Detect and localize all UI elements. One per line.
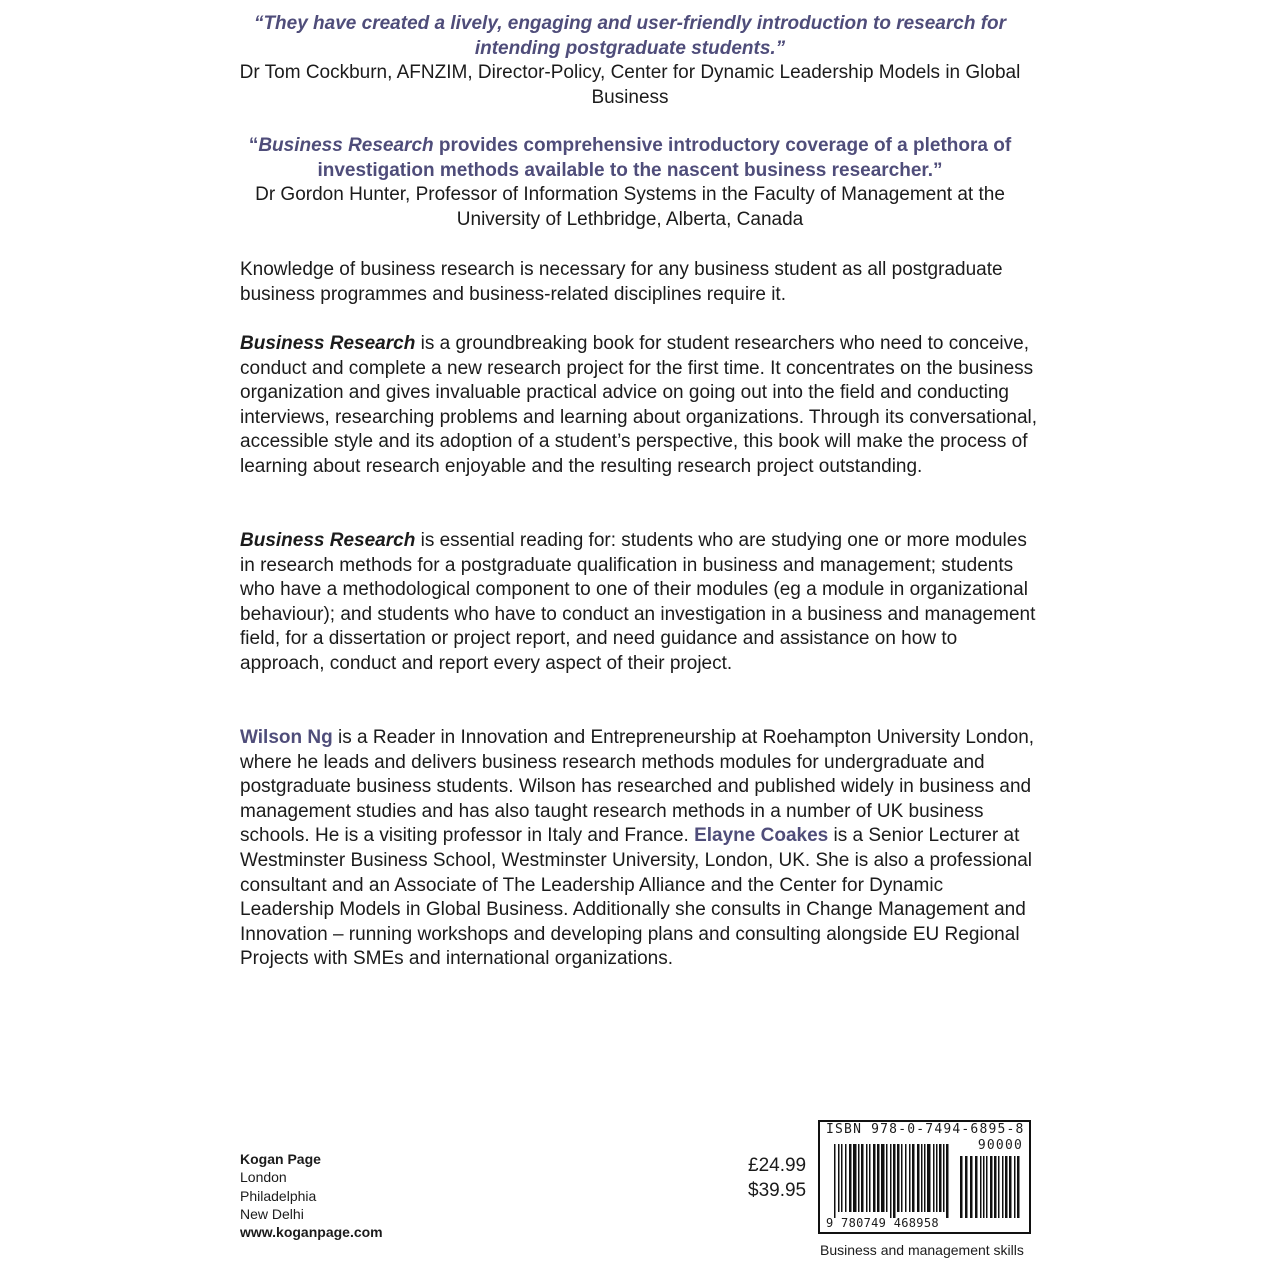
publisher-city: Philadelphia [240,1187,317,1204]
intro-paragraph: Knowledge of business research is necessary for any business student as all postgraduate business programmes and business-related disciplines require it. [240,259,1003,305]
publisher-website: www.koganpage.com [240,1224,383,1241]
audience-paragraph: Business Research is essential reading for: students who are studying one or more modules in research methods for a postgraduate qualification in business and management; students who have a methodological component to one of their modules (eg a module in organizational behaviour); and students who have to conduct an investigation in a business and management field, for a dissertation or project report, and need guidance and assistance on how to approach, conduct and report every aspect of their project. [240,530,1036,674]
book-title: Business Research [240,333,416,354]
authors-paragraph: Wilson Ng is a Reader in Innovation and Entrepreneurship at Roehampton University London, where he leads and delivers business research methods modules for undergraduate and postgraduate business students. Wilson has researched and published widely in business and management studies and has also taught research methods in a number of UK business schools. He is a visiting professor in Italy and France. Elayne Coakes is a Senior Lecturer at Westminster Business School, Westminster University, London, UK. She is also a professional consultant and an Associate of The Leadership Alliance and the Center for Dynamic Leadership Models in Global Business. Additionally she consults in Change Management and Innovation – running workshops and developing plans and consulting alongside EU Regional Projects with SMEs and international organizations. [240,727,1035,970]
barcode-addon-digits: 90000 [977,1138,1023,1153]
endorsement-attribution: Dr Gordon Hunter, Professor of Information Systems in the Faculty of Management at the University of Lethbridge, Alberta, Canada [255,184,1005,230]
publisher-city: New Delhi [240,1205,304,1222]
price-usd: $39.95 [748,1180,807,1201]
isbn-label: ISBN 978-0-7494-6895-8 [826,1122,1025,1137]
publisher-name: Kogan Page [240,1151,321,1167]
author-name: Elayne Coakes [694,825,829,847]
endorsement-quote: “Business Research provides comprehensive introductory coverage of a plethora of investigation methods available to the nascent business researcher.” [248,135,1012,181]
barcode [818,1120,1031,1234]
book-title: Business Research [240,530,416,551]
barcode-digits: 9 780749 468958 [826,1216,939,1230]
endorsement-attribution: Dr Tom Cockburn, AFNZIM, Director-Policy, Center for Dynamic Leadership Models in Global Business [239,62,1021,108]
category-label: Business and management skills [820,1242,1024,1258]
description-paragraph: Business Research is a groundbreaking book for student researchers who need to conceive, conduct and complete a new research project for the first time. It concentrates on the business organization and gives invaluable practical advice on going out into the field and conducting interviews, researching problems and learning about organizations. Through its conversational, accessible style and its adoption of a student’s perspective, this book will make the process of learning about research enjoyable and the resulting research project outstanding. [240,333,1038,477]
price-block [748,1153,806,1203]
publisher-block [240,1150,383,1241]
endorsement-quote: “They have created a lively, engaging and user-friendly introduction to research for intending postgraduate students.” [253,13,1007,59]
publisher-city: London [240,1169,287,1186]
endorsement-1 [230,12,1030,110]
barcode-bars [826,1140,1026,1218]
price-gbp: £24.99 [748,1155,807,1176]
author-name: Wilson Ng [240,727,333,748]
endorsement-2 [230,134,1030,232]
